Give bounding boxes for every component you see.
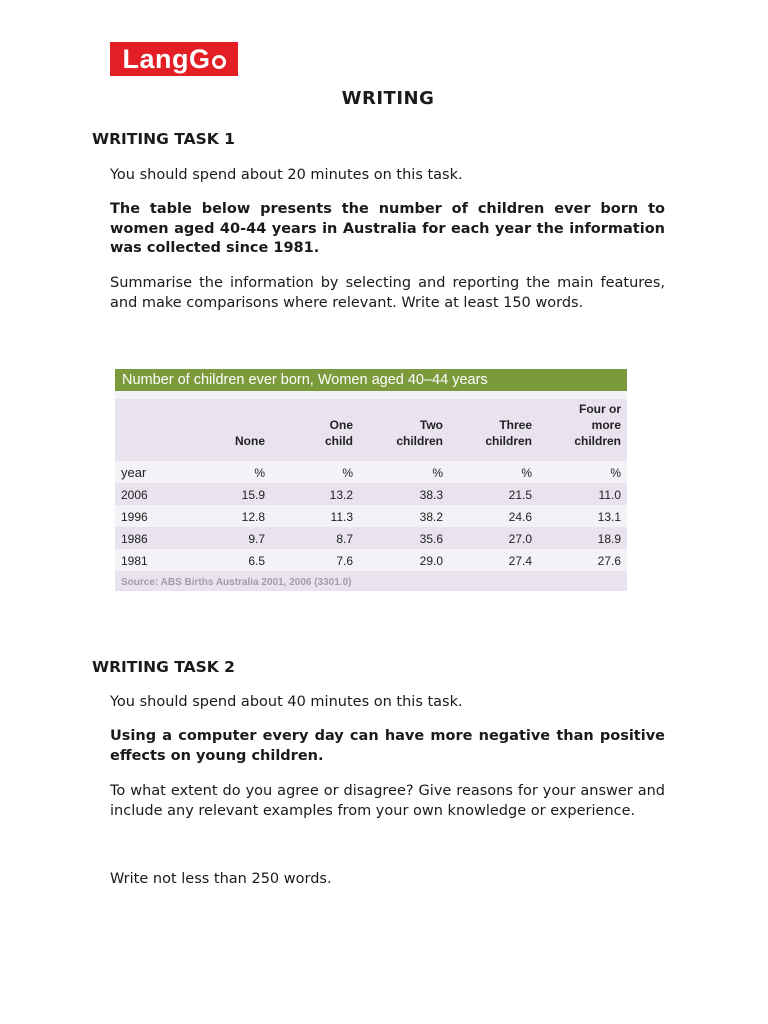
unit-cell: % [254, 466, 265, 480]
value-cell: 27.0 [508, 532, 532, 546]
year-cell: 2006 [121, 488, 148, 502]
table-title: Number of children ever born, Women aged 40–44 years [115, 369, 627, 391]
logo-text: LangG [122, 44, 211, 74]
value-cell: 6.5 [248, 554, 265, 568]
task2-time: You should spend about 40 minutes on this task. [110, 694, 463, 710]
task1-time: You should spend about 20 minutes on this task. [110, 167, 463, 183]
task1-heading: WRITING TASK 1 [92, 130, 235, 148]
value-cell: 35.6 [419, 532, 443, 546]
value-cell: 24.6 [508, 510, 532, 524]
task2-instruction: To what extent do you agree or disagree? Give reasons for your answer and include any relevant examples from your own knowledge or experience. [110, 783, 665, 819]
year-cell: 1996 [121, 510, 148, 524]
logo-o-icon [212, 55, 226, 69]
value-cell: 27.4 [508, 554, 532, 568]
langgo-logo [110, 42, 238, 76]
task2-heading: WRITING TASK 2 [92, 658, 235, 676]
column-header: children [396, 434, 443, 448]
task1-instruction: Summarise the information by selecting and reporting the main features, and make comparisons where relevant. Write at least 150 words. [110, 275, 665, 311]
year-cell: 1986 [121, 532, 148, 546]
year-label: year [121, 465, 147, 480]
value-cell: 7.6 [336, 554, 353, 568]
value-cell: 29.0 [419, 554, 443, 568]
value-cell: 15.9 [241, 488, 265, 502]
value-cell: 38.3 [419, 488, 443, 502]
value-cell: 13.1 [597, 510, 621, 524]
column-header: Four or [579, 402, 621, 416]
column-header: child [324, 434, 353, 448]
task2-word-count: Write not less than 250 words. [110, 871, 332, 887]
unit-cell: % [521, 466, 532, 480]
value-cell: 27.6 [597, 554, 621, 568]
page-title: WRITING [341, 88, 435, 109]
value-cell: 8.7 [336, 532, 353, 546]
value-cell: 12.8 [241, 510, 265, 524]
unit-cell: % [342, 466, 353, 480]
children-table [115, 369, 627, 591]
value-cell: 11.0 [598, 488, 621, 502]
task2-prompt: Using a computer every day can have more negative than positive effects on young children. [110, 728, 665, 764]
table-top-spacer [115, 391, 627, 399]
column-header: Three [499, 418, 532, 432]
task1-prompt: The table below presents the number of children ever born to women aged 40-44 years in Australia for each year the information was collected since 1981. [110, 201, 665, 256]
value-cell: 13.2 [329, 488, 353, 502]
column-header: children [485, 434, 532, 448]
value-cell: 9.7 [248, 532, 265, 546]
year-cell: 1981 [121, 554, 148, 568]
column-header: None [235, 434, 265, 448]
value-cell: 21.5 [508, 488, 532, 502]
table-source: Source: ABS Births Australia 2001, 2006 (3301.0) [121, 577, 352, 588]
unit-cell: % [432, 466, 443, 480]
value-cell: 11.3 [330, 510, 353, 524]
column-header: One [329, 418, 353, 432]
column-header: more [591, 418, 621, 432]
unit-cell: % [610, 466, 621, 480]
column-header: children [574, 434, 621, 448]
column-header: Two [419, 418, 443, 432]
value-cell: 38.2 [419, 510, 443, 524]
value-cell: 18.9 [597, 532, 621, 546]
